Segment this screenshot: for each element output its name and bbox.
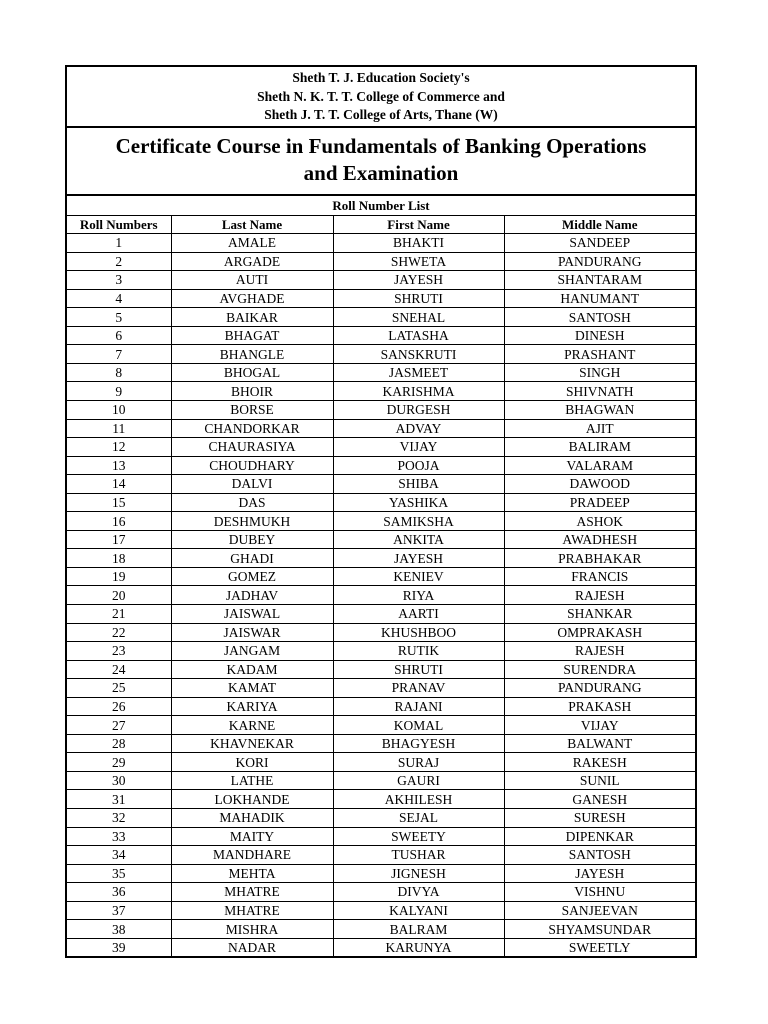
roll-number-cell: 15 xyxy=(67,493,171,512)
roll-number-cell: 37 xyxy=(67,901,171,920)
middle-name-cell: PRADEEP xyxy=(504,493,695,512)
middle-name-cell: SURESH xyxy=(504,809,695,828)
middle-name-cell: DIPENKAR xyxy=(504,827,695,846)
table-row xyxy=(67,567,695,586)
last-name-cell: BHOGAL xyxy=(171,363,333,382)
middle-name-cell: BALWANT xyxy=(504,734,695,753)
table-row xyxy=(67,604,695,623)
roll-number-cell: 17 xyxy=(67,530,171,549)
table-row xyxy=(67,419,695,438)
middle-name-cell: ASHOK xyxy=(504,512,695,531)
table-row xyxy=(67,308,695,327)
first-name-cell: KALYANI xyxy=(333,901,504,920)
first-name-cell: KARUNYA xyxy=(333,938,504,956)
course-title-line-2: and Examination xyxy=(303,160,459,185)
middle-name-cell: VIJAY xyxy=(504,716,695,735)
middle-name-cell: PANDURANG xyxy=(504,679,695,698)
middle-name-cell: AJIT xyxy=(504,419,695,438)
first-name-cell: DURGESH xyxy=(333,400,504,419)
table-body xyxy=(67,234,695,957)
middle-name-cell: DAWOOD xyxy=(504,475,695,494)
last-name-cell: CHOUDHARY xyxy=(171,456,333,475)
first-name-cell: SEJAL xyxy=(333,809,504,828)
first-name-cell: DIVYA xyxy=(333,883,504,902)
table-row xyxy=(67,771,695,790)
roll-number-cell: 33 xyxy=(67,827,171,846)
middle-name-cell: SURENDRA xyxy=(504,660,695,679)
table-row xyxy=(67,883,695,902)
first-name-cell: JIGNESH xyxy=(333,864,504,883)
roll-number-cell: 23 xyxy=(67,642,171,661)
middle-name-cell: VALARAM xyxy=(504,456,695,475)
first-name-cell: SURAJ xyxy=(333,753,504,772)
first-name-cell: TUSHAR xyxy=(333,846,504,865)
table-row xyxy=(67,642,695,661)
last-name-cell: MAHADIK xyxy=(171,809,333,828)
middle-name-cell: OMPRAKASH xyxy=(504,623,695,642)
middle-name-cell: AWADHESH xyxy=(504,530,695,549)
table-row xyxy=(67,920,695,939)
last-name-cell: MANDHARE xyxy=(171,846,333,865)
middle-name-cell: SANDEEP xyxy=(504,234,695,253)
last-name-cell: JAISWAR xyxy=(171,623,333,642)
institution-line-3: Sheth J. T. T. College of Arts, Thane (W) xyxy=(264,107,498,122)
roll-number-cell: 20 xyxy=(67,586,171,605)
last-name-cell: LOKHANDE xyxy=(171,790,333,809)
middle-name-cell: SINGH xyxy=(504,363,695,382)
roll-number-cell: 14 xyxy=(67,475,171,494)
last-name-cell: BHAGAT xyxy=(171,326,333,345)
roll-number-cell: 22 xyxy=(67,623,171,642)
table-row xyxy=(67,679,695,698)
last-name-cell: JADHAV xyxy=(171,586,333,605)
middle-name-cell: DINESH xyxy=(504,326,695,345)
middle-name-cell: HANUMANT xyxy=(504,289,695,308)
table-row xyxy=(67,382,695,401)
middle-name-cell: SANTOSH xyxy=(504,846,695,865)
table-header-row xyxy=(67,216,695,234)
middle-name-cell: BALIRAM xyxy=(504,438,695,457)
table-row xyxy=(67,549,695,568)
first-name-cell: SHRUTI xyxy=(333,289,504,308)
last-name-cell: ARGADE xyxy=(171,252,333,271)
last-name-cell: AMALE xyxy=(171,234,333,253)
middle-name-cell: RAJESH xyxy=(504,642,695,661)
last-name-cell: MHATRE xyxy=(171,901,333,920)
middle-name-cell: SHYAMSUNDAR xyxy=(504,920,695,939)
table-row xyxy=(67,901,695,920)
last-name-cell: DALVI xyxy=(171,475,333,494)
first-name-cell: SWEETY xyxy=(333,827,504,846)
first-name-cell: JAYESH xyxy=(333,549,504,568)
roll-number-cell: 34 xyxy=(67,846,171,865)
middle-name-cell: BHAGWAN xyxy=(504,400,695,419)
column-header-first-name: First Name xyxy=(333,216,504,234)
first-name-cell: JASMEET xyxy=(333,363,504,382)
roll-number-cell: 30 xyxy=(67,771,171,790)
table-row xyxy=(67,623,695,642)
first-name-cell: SHIBA xyxy=(333,475,504,494)
middle-name-cell: SANJEEVAN xyxy=(504,901,695,920)
roll-number-cell: 10 xyxy=(67,400,171,419)
roll-number-cell: 2 xyxy=(67,252,171,271)
last-name-cell: MISHRA xyxy=(171,920,333,939)
roll-number-cell: 24 xyxy=(67,660,171,679)
institution-line-2: Sheth N. K. T. T. College of Commerce and xyxy=(257,88,505,104)
first-name-cell: KENIEV xyxy=(333,567,504,586)
institution-header xyxy=(67,67,695,128)
last-name-cell: NADAR xyxy=(171,938,333,956)
middle-name-cell: SWEETLY xyxy=(568,940,631,956)
table-row xyxy=(67,938,695,956)
first-name-cell: ADVAY xyxy=(333,419,504,438)
roll-number-cell: 38 xyxy=(67,920,171,939)
table-row xyxy=(67,734,695,753)
column-header-last-name: Last Name xyxy=(171,216,333,234)
first-name-cell: RAJANI xyxy=(333,697,504,716)
last-name-cell: CHAURASIYA xyxy=(171,438,333,457)
roll-number-cell: 21 xyxy=(67,604,171,623)
roll-number-cell: 31 xyxy=(67,790,171,809)
table-row xyxy=(67,475,695,494)
roll-number-cell: 27 xyxy=(67,716,171,735)
roll-number-cell: 6 xyxy=(67,326,171,345)
last-name-cell: MEHTA xyxy=(171,864,333,883)
last-name-cell: MHATRE xyxy=(171,883,333,902)
last-name-cell: BHOIR xyxy=(171,382,333,401)
roll-number-cell: 12 xyxy=(67,438,171,457)
table-row xyxy=(67,697,695,716)
last-name-cell: MAITY xyxy=(171,827,333,846)
first-name-cell: YASHIKA xyxy=(333,493,504,512)
roll-number-cell: 13 xyxy=(67,456,171,475)
table-row xyxy=(67,716,695,735)
roll-number-cell: 3 xyxy=(67,271,171,290)
first-name-cell: AKHILESH xyxy=(333,790,504,809)
column-header-middle-name: Middle Name xyxy=(504,216,695,234)
middle-name-cell: RAKESH xyxy=(504,753,695,772)
course-title xyxy=(67,128,695,196)
last-name-cell: DESHMUKH xyxy=(171,512,333,531)
last-name-cell: KARIYA xyxy=(171,697,333,716)
last-name-cell: KAMAT xyxy=(171,679,333,698)
table-row xyxy=(67,326,695,345)
first-name-cell: SAMIKSHA xyxy=(333,512,504,531)
first-name-cell: SHWETA xyxy=(333,252,504,271)
roll-number-cell: 11 xyxy=(67,419,171,438)
last-name-cell: JAISWAL xyxy=(171,604,333,623)
last-name-cell: JANGAM xyxy=(171,642,333,661)
first-name-cell: GAURI xyxy=(333,771,504,790)
first-name-cell: RUTIK xyxy=(333,642,504,661)
table-row xyxy=(67,289,695,308)
first-name-cell: BHAGYESH xyxy=(333,734,504,753)
first-name-cell: KARISHMA xyxy=(333,382,504,401)
middle-name-cell: SANTOSH xyxy=(504,308,695,327)
middle-name-cell: RAJESH xyxy=(504,586,695,605)
roll-number-cell: 26 xyxy=(67,697,171,716)
first-name-cell: RIYA xyxy=(333,586,504,605)
first-name-cell: SNEHAL xyxy=(333,308,504,327)
last-name-cell: KADAM xyxy=(171,660,333,679)
course-title-line-1: Certificate Course in Fundamentals of Banking Operations xyxy=(115,133,647,158)
first-name-cell: AARTI xyxy=(333,604,504,623)
table-row xyxy=(67,790,695,809)
first-name-cell: POOJA xyxy=(333,456,504,475)
first-name-cell: BHAKTI xyxy=(333,234,504,253)
middle-name-cell: VISHNU xyxy=(504,883,695,902)
roll-number-cell: 32 xyxy=(67,809,171,828)
table-row xyxy=(67,753,695,772)
middle-name-cell: JAYESH xyxy=(504,864,695,883)
first-name-cell: VIJAY xyxy=(333,438,504,457)
last-name-cell: DAS xyxy=(171,493,333,512)
table-row xyxy=(67,438,695,457)
last-name-cell: BHANGLE xyxy=(171,345,333,364)
middle-name-cell: SHIVNATH xyxy=(504,382,695,401)
last-name-cell: AVGHADE xyxy=(171,289,333,308)
roll-number-cell: 39 xyxy=(67,938,171,956)
first-name-cell: SANSKRUTI xyxy=(333,345,504,364)
last-name-cell: AUTI xyxy=(171,271,333,290)
roll-number-cell: 1 xyxy=(67,234,171,253)
middle-name-cell: SUNIL xyxy=(504,771,695,790)
first-name-cell: PRANAV xyxy=(333,679,504,698)
last-name-cell: BAIKAR xyxy=(171,308,333,327)
table-row xyxy=(67,864,695,883)
first-name-cell: BALRAM xyxy=(333,920,504,939)
table-row xyxy=(67,827,695,846)
middle-name-cell: SHANTARAM xyxy=(504,271,695,290)
table-row xyxy=(67,530,695,549)
last-name-cell: LATHE xyxy=(171,771,333,790)
roll-number-cell: 28 xyxy=(67,734,171,753)
middle-name-cell: GANESH xyxy=(504,790,695,809)
table-row xyxy=(67,809,695,828)
list-heading: Roll Number List xyxy=(67,196,695,216)
table-row xyxy=(67,586,695,605)
first-name-cell: ANKITA xyxy=(333,530,504,549)
table-row xyxy=(67,660,695,679)
middle-name-cell: PRAKASH xyxy=(504,697,695,716)
table-row xyxy=(67,252,695,271)
middle-name-cell: PRABHAKAR xyxy=(504,549,695,568)
table-row xyxy=(67,493,695,512)
roll-number-cell: 9 xyxy=(67,382,171,401)
last-name-cell: KARNE xyxy=(171,716,333,735)
first-name-cell: LATASHA xyxy=(333,326,504,345)
middle-name-cell: PANDURANG xyxy=(504,252,695,271)
roll-number-cell: 19 xyxy=(67,567,171,586)
institution-line-1: Sheth T. J. Education Society's xyxy=(292,70,470,85)
roll-number-sheet xyxy=(65,65,697,958)
roll-number-cell: 4 xyxy=(67,289,171,308)
last-name-cell: GOMEZ xyxy=(171,567,333,586)
first-name-cell: KHUSHBOO xyxy=(333,623,504,642)
last-name-cell: CHANDORKAR xyxy=(171,419,333,438)
roll-number-cell: 25 xyxy=(67,679,171,698)
table-row xyxy=(67,400,695,419)
last-name-cell: KORI xyxy=(171,753,333,772)
roll-number-table xyxy=(67,216,695,957)
table-row xyxy=(67,271,695,290)
last-name-cell: KHAVNEKAR xyxy=(171,734,333,753)
roll-number-cell: 16 xyxy=(67,512,171,531)
roll-number-cell: 8 xyxy=(67,363,171,382)
first-name-cell: KOMAL xyxy=(333,716,504,735)
middle-name-cell: FRANCIS xyxy=(504,567,695,586)
table-row xyxy=(67,363,695,382)
table-row xyxy=(67,345,695,364)
table-row xyxy=(67,846,695,865)
roll-number-cell: 7 xyxy=(67,345,171,364)
roll-number-cell: 18 xyxy=(67,549,171,568)
middle-name-cell: SHANKAR xyxy=(504,604,695,623)
roll-number-cell: 36 xyxy=(67,883,171,902)
middle-name-cell: PRASHANT xyxy=(504,345,695,364)
last-name-cell: BORSE xyxy=(171,400,333,419)
roll-number-cell: 5 xyxy=(67,308,171,327)
table-row xyxy=(67,234,695,253)
last-name-cell: DUBEY xyxy=(171,530,333,549)
table-row xyxy=(67,512,695,531)
first-name-cell: JAYESH xyxy=(333,271,504,290)
column-header-roll-numbers: Roll Numbers xyxy=(67,216,171,234)
table-row xyxy=(67,456,695,475)
last-name-cell: GHADI xyxy=(171,549,333,568)
roll-number-cell: 29 xyxy=(67,753,171,772)
first-name-cell: SHRUTI xyxy=(333,660,504,679)
roll-number-cell: 35 xyxy=(67,864,171,883)
